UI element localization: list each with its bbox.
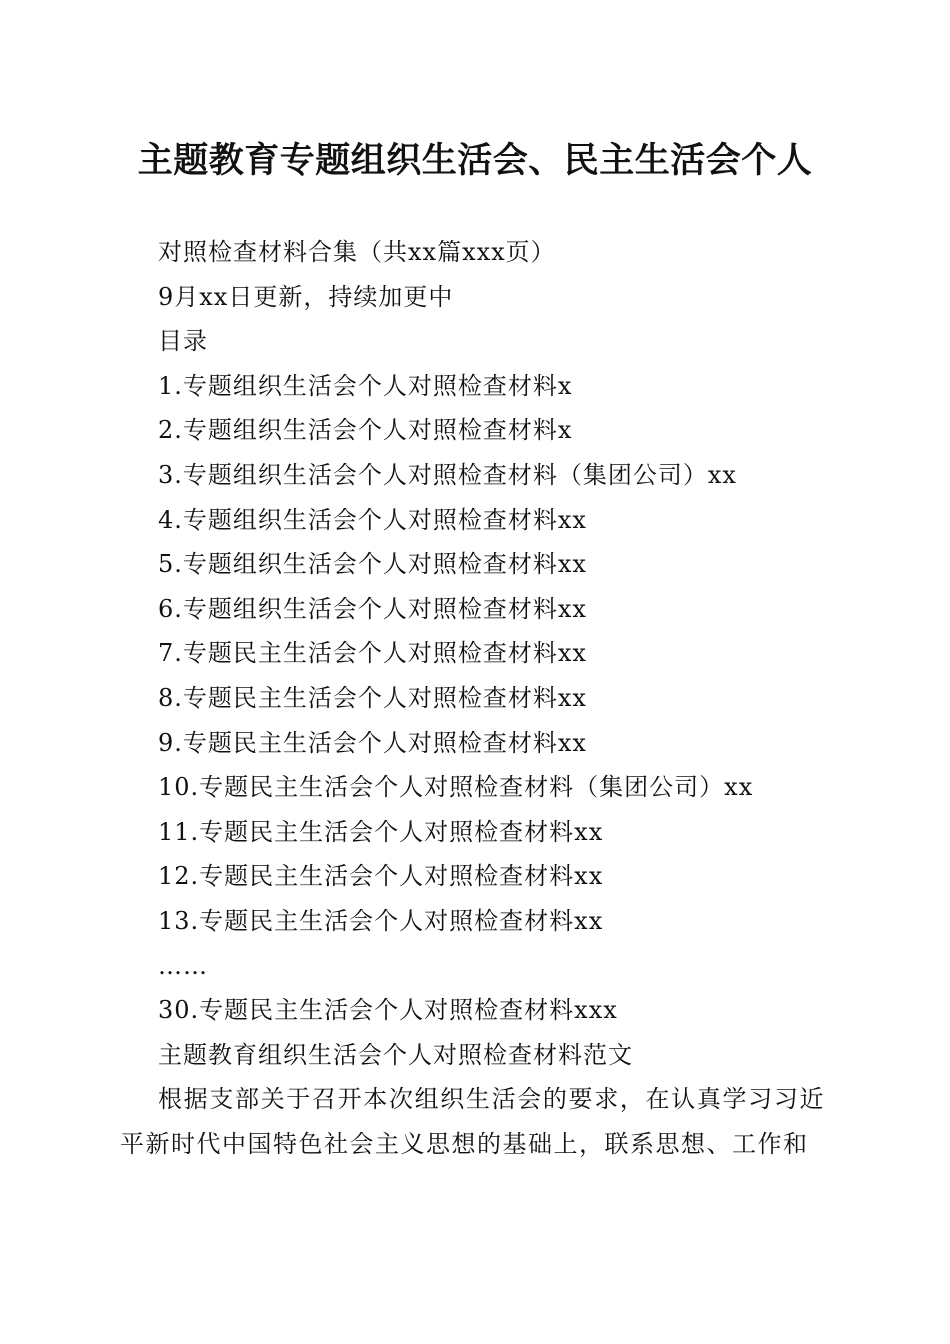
toc-item: 8.专题民主生活会个人对照检查材料xx (158, 683, 587, 712)
body-paragraph: 根据支部关于召开本次组织生活会的要求，在认真学习习近平新时代中国特色社会主义思想的基础上，联系思想、工作和 (120, 1085, 825, 1158)
toc-item: 10.专题民主生活会个人对照检查材料（集团公司）xx (158, 773, 754, 802)
toc-item: 2.专题组织生活会个人对照检查材料x (158, 416, 573, 445)
toc-ellipsis: …… (158, 951, 208, 980)
toc-item: 9.专题民主生活会个人对照检查材料xx (158, 728, 587, 757)
toc-item: 5.专题组织生活会个人对照检查材料xx (158, 550, 587, 579)
sample-heading: 主题教育组织生活会个人对照检查材料范文 (158, 1040, 633, 1069)
toc-item: 11.专题民主生活会个人对照检查材料xx (158, 817, 604, 846)
toc-item: 13.专题民主生活会个人对照检查材料xx (158, 906, 604, 935)
toc-item: 4.专题组织生活会个人对照检查材料xx (158, 505, 587, 534)
toc-item-last: 30.专题民主生活会个人对照检查材料xxx (158, 996, 618, 1025)
toc-heading: 目录 (158, 327, 208, 356)
update-note: 9月xx日更新，持续加更中 (158, 282, 454, 311)
document-body (120, 230, 825, 1166)
toc-list (120, 364, 825, 1033)
toc-item: 12.专题民主生活会个人对照检查材料xx (158, 862, 604, 891)
toc-item: 6.专题组织生活会个人对照检查材料xx (158, 594, 587, 623)
subtitle: 对照检查材料合集（共xx篇xxx页） (158, 238, 556, 266)
toc-item: 3.专题组织生活会个人对照检查材料（集团公司）xx (158, 460, 737, 489)
toc-item: 7.专题民主生活会个人对照检查材料xx (158, 639, 587, 668)
toc-item: 1.专题组织生活会个人对照检查材料x (158, 371, 573, 400)
document-title: 主题教育专题组织生活会、民主生活会个人 (137, 140, 813, 181)
